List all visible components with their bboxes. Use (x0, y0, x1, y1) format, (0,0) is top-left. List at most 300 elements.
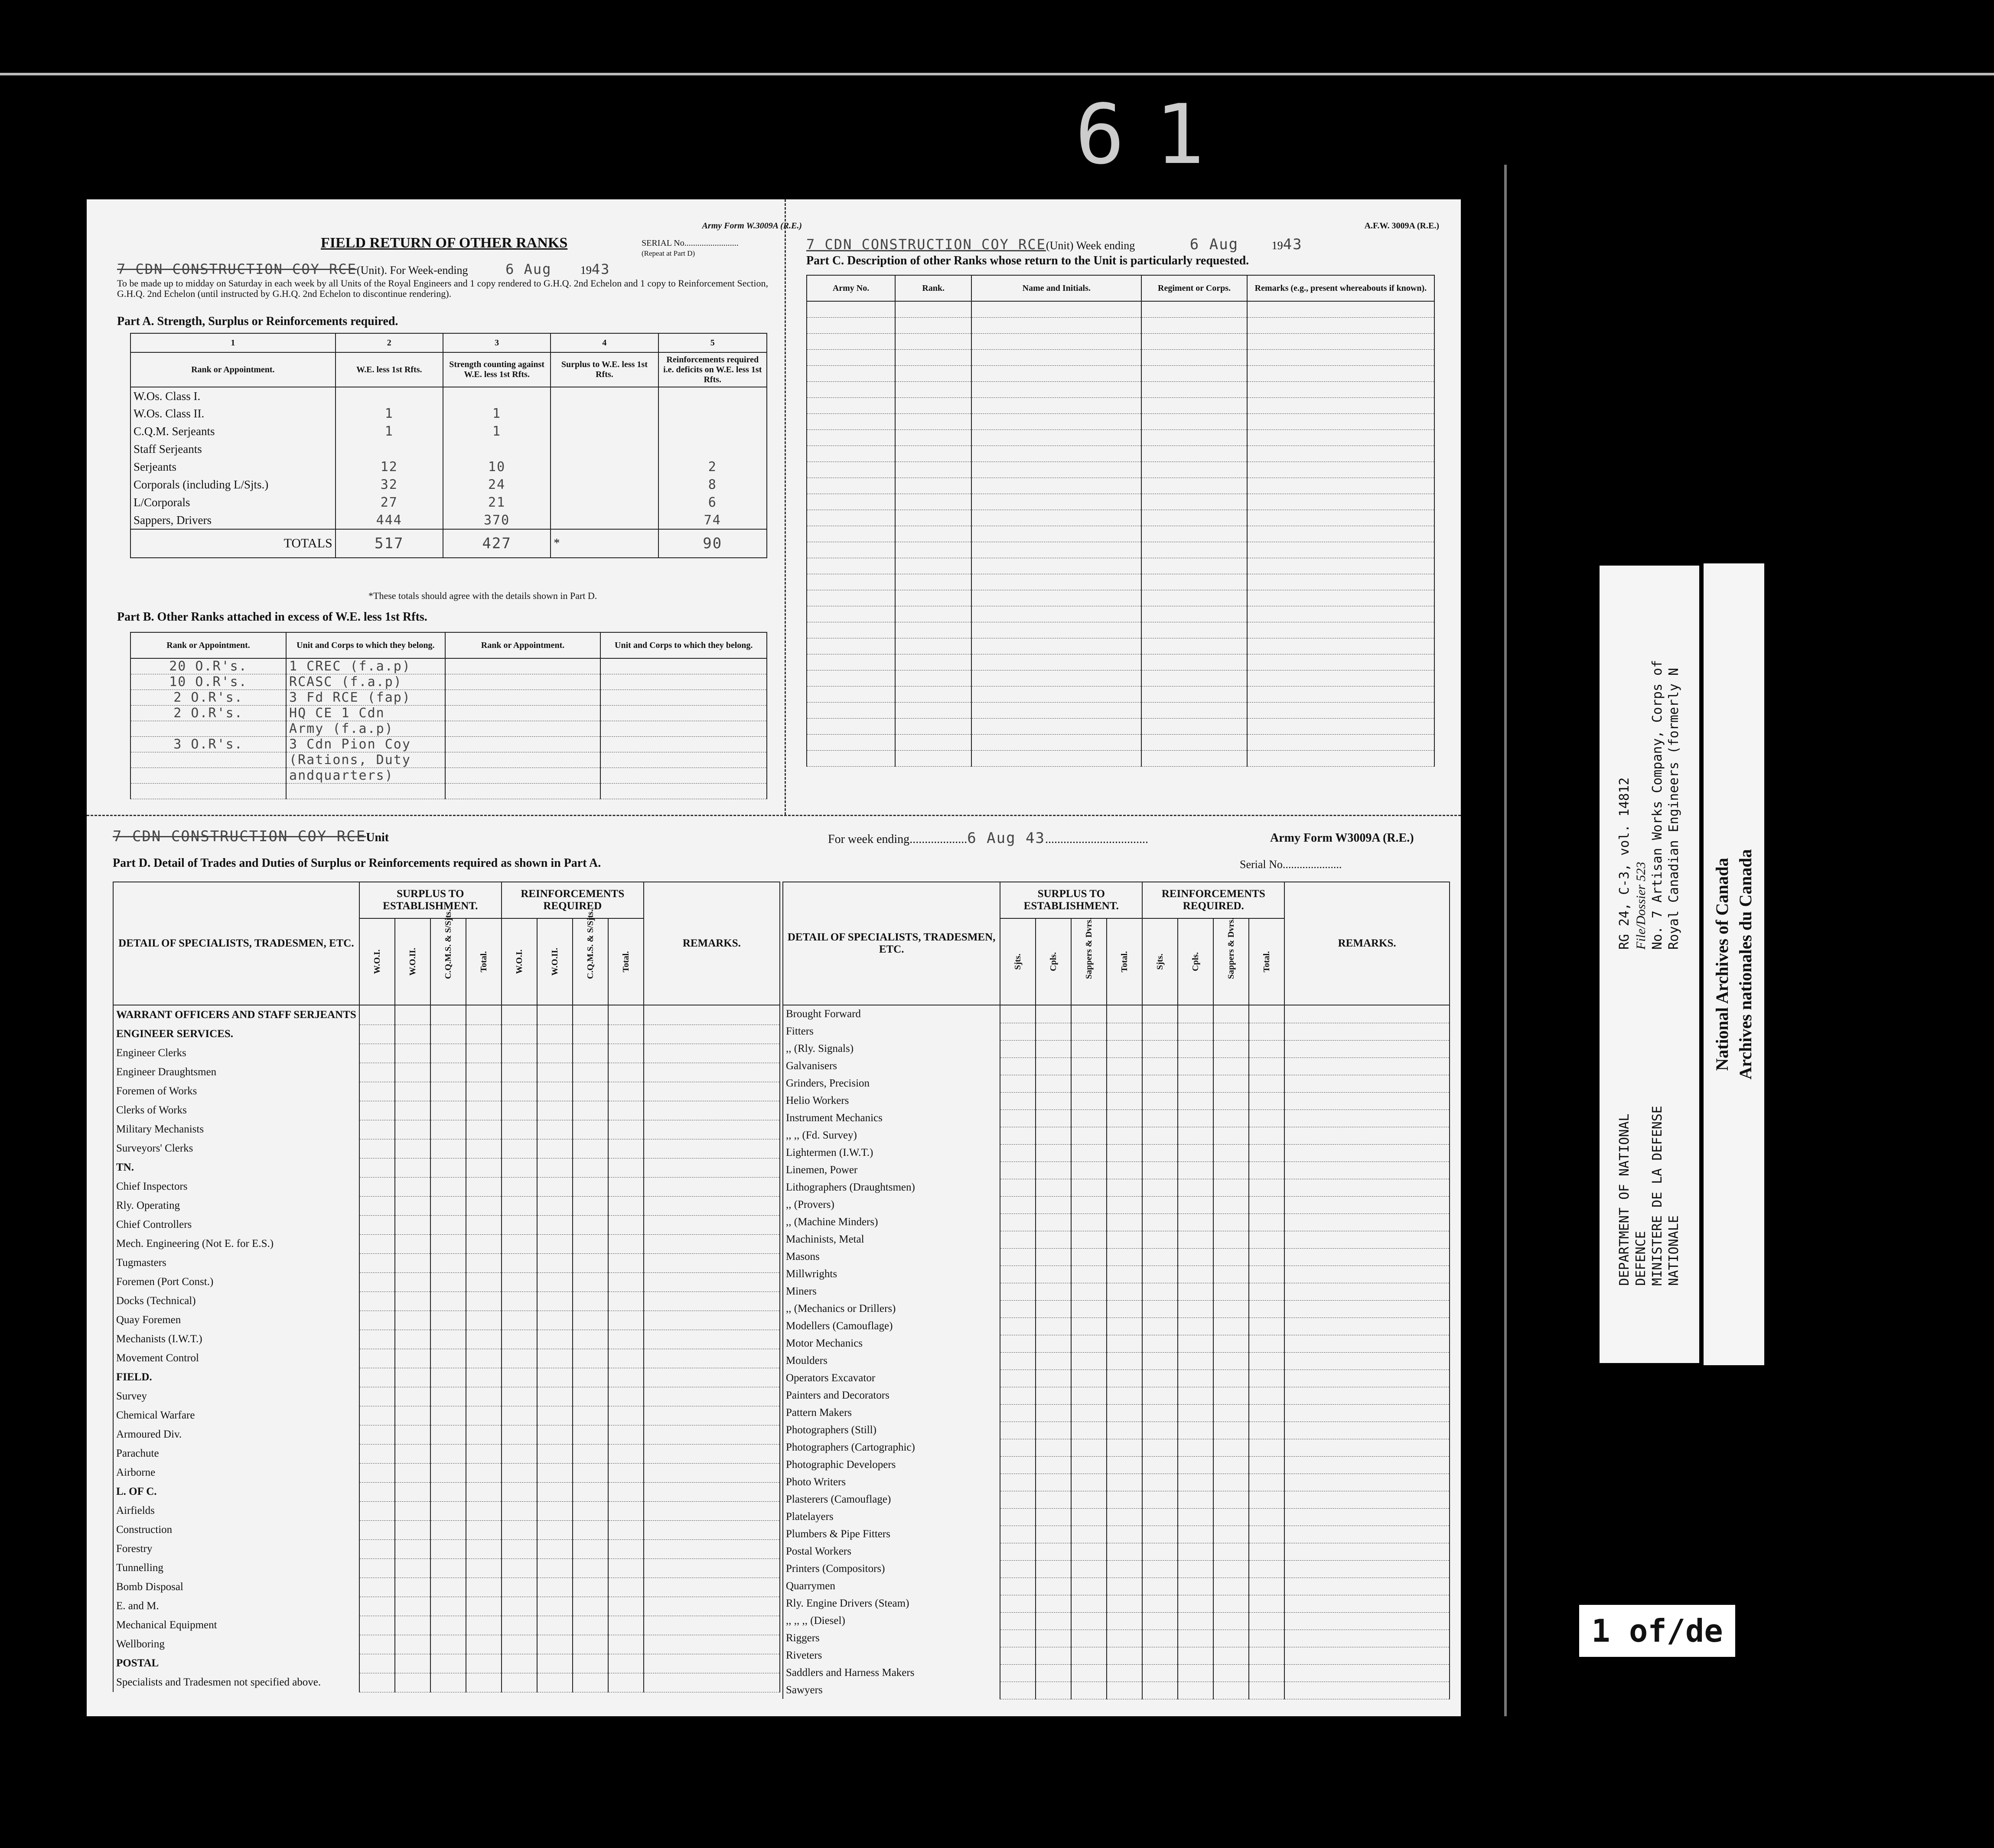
part-b-title: Part B. Other Ranks attached in excess of W.E. less 1st Rfts. (117, 610, 427, 624)
blank-cell (895, 398, 971, 414)
blank-cell (502, 1330, 537, 1349)
blank-cell (1142, 1491, 1178, 1508)
table-row (807, 414, 1434, 430)
blank-cell (573, 1215, 608, 1234)
part-d-left-table (113, 882, 780, 1692)
blank-cell (395, 1330, 430, 1349)
blank-cell (644, 1025, 780, 1044)
reinforcements-cell (658, 440, 767, 458)
blank-cell (1142, 1612, 1178, 1630)
blank-cell (1071, 1474, 1107, 1491)
blank-cell (971, 414, 1141, 430)
blank-cell (537, 1082, 573, 1101)
blank-cell (1141, 558, 1247, 574)
blank-cell (1000, 1318, 1036, 1335)
blank-cell (1000, 1214, 1036, 1231)
blank-cell (537, 1578, 573, 1597)
trade-label: WARRANT OFFICERS AND STAFF SERJEANTS (113, 1005, 359, 1025)
trade-label: Wellboring (113, 1635, 359, 1654)
blank-cell (644, 1425, 780, 1444)
strength-cell: 1 (443, 405, 551, 423)
attached-unit-cell (600, 721, 767, 737)
blank-cell (1142, 1214, 1178, 1231)
blank-cell (466, 1673, 502, 1692)
blank-cell (1178, 1404, 1213, 1422)
week-handwritten: 6 Aug (505, 261, 552, 277)
blank-cell (573, 1597, 608, 1616)
trade-label: ,, ,, (Fd. Survey) (783, 1127, 1000, 1144)
blank-cell (971, 558, 1141, 574)
blank-cell (1284, 1196, 1450, 1214)
archive-file: File/Dossier 523 (1634, 862, 1648, 950)
sub-head-label: C.Q.M.S. & S/Sjts. (585, 909, 595, 979)
blank-cell (971, 301, 1141, 318)
blank-cell (1141, 446, 1247, 462)
blank-cell (502, 1406, 537, 1425)
trade-label: Brought Forward (783, 1005, 1000, 1023)
surplus-cell (551, 405, 658, 423)
blank-cell (502, 1120, 537, 1139)
attached-unit-cell: andquarters) (286, 768, 445, 784)
blank-cell (1036, 1283, 1071, 1300)
table-row (130, 511, 767, 529)
blank-cell (1178, 1595, 1213, 1612)
blank-cell (395, 1292, 430, 1311)
list-item (113, 1082, 780, 1101)
blank-cell (430, 1654, 466, 1673)
attached-rank-cell (445, 706, 601, 721)
reinforcements-cell: 8 (658, 476, 767, 494)
blank-cell (608, 1387, 644, 1406)
blank-cell (430, 1082, 466, 1101)
blank-cell (1141, 638, 1247, 654)
blank-cell (430, 1482, 466, 1501)
blank-cell (359, 1082, 395, 1101)
blank-cell (537, 1292, 573, 1311)
trade-label: Motor Mechanics (783, 1335, 1000, 1352)
table-row (130, 784, 767, 799)
blank-cell (1249, 1560, 1284, 1578)
blank-cell (895, 494, 971, 510)
blank-cell (1107, 1630, 1142, 1647)
blank-cell (1284, 1023, 1450, 1040)
blank-cell (1071, 1144, 1107, 1162)
col-head: W.E. less 1st Rfts. (336, 352, 443, 387)
blank-cell (1141, 606, 1247, 622)
blank-cell (644, 1330, 780, 1349)
blank-cell (644, 1215, 780, 1234)
blank-cell (537, 1120, 573, 1139)
list-item (113, 1482, 780, 1501)
blank-cell (1036, 1023, 1071, 1040)
blank-cell (1036, 1664, 1071, 1682)
blank-cell (359, 1558, 395, 1578)
blank-cell (1284, 1491, 1450, 1508)
trade-label: Helio Workers (783, 1092, 1000, 1109)
blank-cell (807, 606, 895, 622)
trade-label: Forestry (113, 1539, 359, 1558)
blank-cell (430, 1063, 466, 1082)
part-d-serial: Serial No..................... (1240, 858, 1342, 871)
sub-head (537, 918, 573, 1005)
blank-cell (895, 430, 971, 446)
blank-cell (1178, 1057, 1213, 1075)
blank-cell (1249, 1595, 1284, 1612)
blank-cell (1178, 1456, 1213, 1474)
list-item (113, 1597, 780, 1616)
blank-cell (1247, 719, 1434, 735)
blank-cell (1000, 1526, 1036, 1543)
blank-cell (502, 1558, 537, 1578)
blank-cell (608, 1368, 644, 1387)
blank-cell (466, 1444, 502, 1463)
list-item (113, 1578, 780, 1597)
blank-cell (1141, 703, 1247, 719)
trade-label: Military Mechanists (113, 1120, 359, 1139)
we-cell: 444 (336, 511, 443, 529)
blank-cell (1036, 1092, 1071, 1109)
blank-cell (502, 1005, 537, 1025)
attached-rank-cell (445, 674, 601, 690)
blank-cell (895, 751, 971, 767)
blank-cell (1071, 1335, 1107, 1352)
surplus-cell (551, 494, 658, 511)
film-edge-line (1504, 165, 1507, 1716)
blank-cell (1142, 1266, 1178, 1283)
blank-cell (895, 703, 971, 719)
table-row (807, 735, 1434, 751)
blank-cell (644, 1597, 780, 1616)
blank-cell (430, 1673, 466, 1692)
blank-cell (895, 638, 971, 654)
blank-cell (395, 1558, 430, 1578)
blank-cell (466, 1597, 502, 1616)
trade-label: Tugmasters (113, 1253, 359, 1272)
trade-label: Photo Writers (783, 1474, 1000, 1491)
list-item (113, 1635, 780, 1654)
department-block (1616, 1106, 1682, 1285)
blank-cell (573, 1234, 608, 1253)
department-line: NATIONALE (1666, 1215, 1681, 1286)
blank-cell (430, 1196, 466, 1215)
blank-cell (537, 1330, 573, 1349)
blank-cell (971, 590, 1141, 606)
blank-cell (807, 590, 895, 606)
trade-label: Specialists and Tradesmen not specified above. (113, 1673, 359, 1692)
blank-cell (466, 1349, 502, 1368)
blank-cell (608, 1082, 644, 1101)
attached-unit-cell: 3 Cdn Pion Coy (286, 737, 445, 752)
blank-cell (1000, 1387, 1036, 1404)
blank-cell (807, 719, 895, 735)
blank-cell (1071, 1127, 1107, 1144)
blank-cell (1142, 1543, 1178, 1560)
blank-cell (1142, 1456, 1178, 1474)
blank-cell (807, 542, 895, 558)
blank-cell (1036, 1647, 1071, 1664)
blank-cell (359, 1406, 395, 1425)
table-row (130, 752, 767, 768)
blank-cell (807, 478, 895, 494)
blank-cell (1249, 1231, 1284, 1248)
col-head: Rank or Appointment. (130, 352, 336, 387)
blank-cell (537, 1044, 573, 1063)
blank-cell (573, 1196, 608, 1215)
trade-label: Instrument Mechanics (783, 1109, 1000, 1127)
sub-head-label: C.Q.M.S. & S/Sjts. (443, 909, 453, 979)
blank-cell (359, 1520, 395, 1539)
attached-unit-cell (600, 784, 767, 799)
blank-cell (573, 1501, 608, 1520)
blank-cell (895, 574, 971, 590)
blank-cell (395, 1215, 430, 1234)
blank-cell (1213, 1630, 1249, 1647)
blank-cell (573, 1025, 608, 1044)
blank-cell (430, 1253, 466, 1272)
blank-cell (971, 654, 1141, 670)
blank-cell (1071, 1283, 1107, 1300)
blank-cell (1213, 1144, 1249, 1162)
blank-cell (608, 1215, 644, 1234)
blank-cell (1213, 1526, 1249, 1543)
blank-cell (895, 462, 971, 478)
blank-cell (1142, 1179, 1178, 1196)
attached-unit-cell: 1 CREC (f.a.p) (286, 658, 445, 674)
blank-cell (1142, 1422, 1178, 1439)
list-item (783, 1196, 1450, 1214)
blank-cell (430, 1311, 466, 1330)
blank-cell (1213, 1612, 1249, 1630)
blank-cell (466, 1482, 502, 1501)
blank-cell (537, 1368, 573, 1387)
attached-rank-cell (445, 658, 601, 674)
trade-label: Bomb Disposal (113, 1578, 359, 1597)
blank-cell (1247, 382, 1434, 398)
sub-head (502, 918, 537, 1005)
blank-cell (1000, 1595, 1036, 1612)
blank-cell (466, 1158, 502, 1177)
blank-cell (1249, 1318, 1284, 1335)
blank-cell (895, 686, 971, 703)
blank-cell (466, 1101, 502, 1120)
list-item (113, 1272, 780, 1292)
blank-cell (1247, 334, 1434, 350)
sub-head (466, 918, 502, 1005)
blank-cell (502, 1482, 537, 1501)
blank-cell (1284, 1179, 1450, 1196)
blank-cell (430, 1215, 466, 1234)
table-row (130, 423, 767, 440)
blank-cell (359, 1253, 395, 1272)
blank-cell (1213, 1023, 1249, 1040)
blank-cell (359, 1234, 395, 1253)
blank-cell (608, 1158, 644, 1177)
part-c-unit-line: 7 CDN CONSTRUCTION COY RCE(Unit) Week ending 6 Aug 1943 (806, 236, 1303, 253)
reinforcements-cell: 74 (658, 511, 767, 529)
blank-cell (502, 1520, 537, 1539)
strength-cell: 24 (443, 476, 551, 494)
blank-cell (1107, 1318, 1142, 1335)
table-row (807, 574, 1434, 590)
trade-label: Mechanical Equipment (113, 1616, 359, 1635)
blank-cell (466, 1253, 502, 1272)
blank-cell (1036, 1474, 1071, 1491)
blank-cell (1071, 1456, 1107, 1474)
blank-cell (644, 1177, 780, 1196)
blank-cell (1284, 1248, 1450, 1266)
blank-cell (502, 1501, 537, 1520)
sub-head-label: W.O.I. (372, 949, 382, 974)
blank-cell (466, 1387, 502, 1406)
blank-cell (1141, 478, 1247, 494)
sub-head (1142, 918, 1178, 1005)
blank-cell (1142, 1474, 1178, 1491)
blank-cell (1000, 1266, 1036, 1283)
blank-cell (1249, 1109, 1284, 1127)
blank-cell (1142, 1127, 1178, 1144)
blank-cell (537, 1463, 573, 1482)
attached-unit-cell (600, 706, 767, 721)
blank-cell (430, 1234, 466, 1253)
list-item (783, 1404, 1450, 1422)
part-c-head: Army No. (807, 275, 895, 301)
blank-cell (1213, 1422, 1249, 1439)
blank-cell (430, 1158, 466, 1177)
blank-cell (608, 1444, 644, 1463)
blank-cell (644, 1044, 780, 1063)
part-c-table (806, 275, 1435, 767)
blank-cell (1107, 1057, 1142, 1075)
blank-cell (359, 1425, 395, 1444)
blank-cell (1284, 1005, 1450, 1023)
part-b-head: Unit and Corps to which they belong. (286, 632, 445, 658)
blank-cell (895, 622, 971, 638)
blank-cell (430, 1558, 466, 1578)
blank-cell (971, 542, 1141, 558)
blank-cell (971, 446, 1141, 462)
blank-cell (1178, 1075, 1213, 1092)
blank-cell (395, 1082, 430, 1101)
blank-cell (1178, 1422, 1213, 1439)
blank-cell (608, 1406, 644, 1425)
blank-cell (359, 1578, 395, 1597)
table-row (807, 494, 1434, 510)
blank-cell (1213, 1214, 1249, 1231)
blank-cell (1000, 1404, 1036, 1422)
strength-cell: 21 (443, 494, 551, 511)
blank-cell (608, 1101, 644, 1120)
trade-label: Linemen, Power (783, 1162, 1000, 1179)
blank-cell (1249, 1630, 1284, 1647)
blank-cell (807, 398, 895, 414)
blank-cell (1247, 703, 1434, 719)
strength-cell: 1 (443, 423, 551, 440)
blank-cell (1036, 1144, 1071, 1162)
blank-cell (807, 526, 895, 542)
blank-cell (1284, 1283, 1450, 1300)
blank-cell (466, 1654, 502, 1673)
part-d-right-table (782, 882, 1450, 1699)
blank-cell (1247, 542, 1434, 558)
blank-cell (1036, 1491, 1071, 1508)
blank-cell (1284, 1214, 1450, 1231)
blank-cell (573, 1463, 608, 1482)
blank-cell (1141, 494, 1247, 510)
trade-label: ,, ,, ,, (Diesel) (783, 1612, 1000, 1630)
blank-cell (644, 1082, 780, 1101)
trade-label: Lithographers (Draughtsmen) (783, 1179, 1000, 1196)
sub-head (573, 909, 608, 1005)
trade-label: Rly. Operating (113, 1196, 359, 1215)
list-item (113, 1444, 780, 1463)
list-item (113, 1616, 780, 1635)
trade-label: ,, (Provers) (783, 1196, 1000, 1214)
blank-cell (359, 1597, 395, 1616)
col-head: Strength counting against W.E. less 1st Rfts. (443, 352, 551, 387)
blank-cell (895, 366, 971, 382)
col-num: 4 (551, 333, 658, 352)
blank-cell (395, 1177, 430, 1196)
blank-cell (1036, 1179, 1071, 1196)
table-row (807, 462, 1434, 478)
blank-cell (1071, 1491, 1107, 1508)
attached-unit-cell (600, 737, 767, 752)
blank-cell (1141, 510, 1247, 526)
table-row (807, 318, 1434, 334)
total-strength: 427 (443, 529, 551, 558)
table-row (807, 350, 1434, 366)
blank-cell (537, 1177, 573, 1196)
blank-cell (1213, 1664, 1249, 1682)
sub-head (430, 909, 466, 1005)
surplus-cell (551, 476, 658, 494)
blank-cell (1141, 542, 1247, 558)
blank-cell (573, 1520, 608, 1539)
sub-head (1107, 918, 1142, 1005)
part-c-head: Remarks (e.g., present whereabouts if known). (1247, 275, 1434, 301)
blank-cell (1213, 1508, 1249, 1526)
blank-cell (537, 1482, 573, 1501)
blank-cell (644, 1349, 780, 1368)
blank-cell (1284, 1526, 1450, 1543)
unit-line: 7 CDN CONSTRUCTION COY RCE(Unit). For Week-ending 6 Aug 1943 (117, 261, 610, 277)
blank-cell (1107, 1283, 1142, 1300)
blank-cell (895, 558, 971, 574)
blank-cell (1213, 1404, 1249, 1422)
blank-cell (1284, 1612, 1450, 1630)
trade-label: Photographers (Cartographic) (783, 1439, 1000, 1456)
blank-cell (1071, 1092, 1107, 1109)
blank-cell (1247, 301, 1434, 318)
blank-cell (466, 1330, 502, 1349)
blank-cell (573, 1673, 608, 1692)
blank-cell (1178, 1526, 1213, 1543)
blank-cell (466, 1025, 502, 1044)
blank-cell (1071, 1300, 1107, 1318)
blank-cell (644, 1673, 780, 1692)
remarks-head: REMARKS. (644, 882, 780, 1005)
table-row (807, 654, 1434, 670)
blank-cell (1249, 1456, 1284, 1474)
blank-cell (537, 1234, 573, 1253)
blank-cell (1107, 1404, 1142, 1422)
blank-cell (1249, 1526, 1284, 1543)
blank-cell (895, 382, 971, 398)
blank-cell (1142, 1196, 1178, 1214)
blank-cell (395, 1005, 430, 1025)
blank-cell (537, 1025, 573, 1044)
blank-cell (1213, 1266, 1249, 1283)
